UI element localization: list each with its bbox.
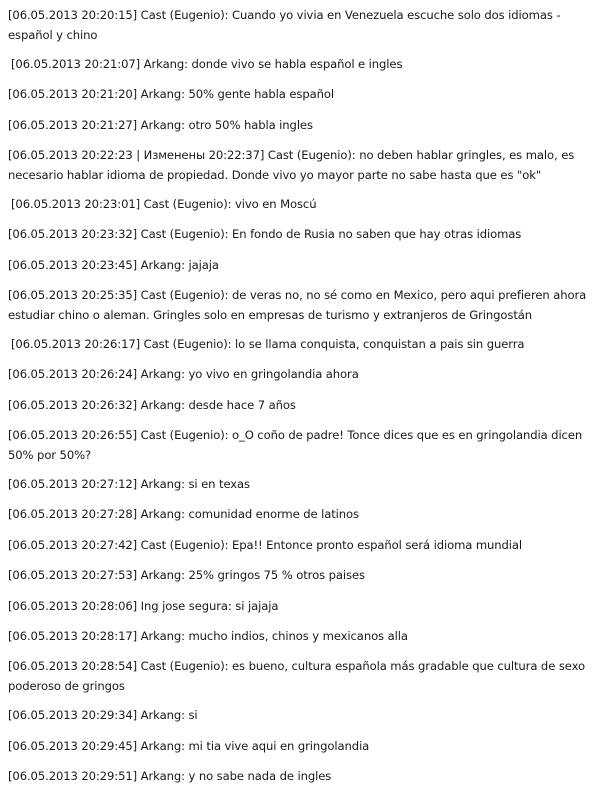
chat-message: [06.05.2013 20:21:27] Arkang: otro 50% habla ingles (8, 118, 313, 132)
chat-message: [06.05.2013 20:23:32] Cast (Eugenio): En fondo de Rusia no saben que hay otras idiomas (8, 227, 522, 241)
chat-message: [06.05.2013 20:25:35] Cast (Eugenio): de veras no, no sé como en Mexico, pero aqui prefieren ahora estudiar chino o aleman. Gringles solo en empresas de turismo y extranjeros de Gringostán (8, 288, 587, 322)
chat-message: [06.05.2013 20:21:20] Arkang: 50% gente habla español (8, 87, 334, 101)
chat-message: [06.05.2013 20:20:15] Cast (Eugenio): Cuando yo vivia en Venezuela escuche solo dos idiomas - español y chino (8, 8, 561, 42)
chat-message: [06.05.2013 20:28:54] Cast (Eugenio): es bueno, cultura española más gradable que cultura de sexo poderoso de gringos (8, 659, 585, 693)
chat-message: [06.05.2013 20:23:01] Cast (Eugenio): vivo en Moscú (11, 197, 317, 211)
chat-message: [06.05.2013 20:27:12] Arkang: si en texas (8, 477, 250, 491)
chat-message: [06.05.2013 20:26:17] Cast (Eugenio): lo se llama conquista, conquistan a pais sin guerra (11, 337, 525, 351)
chat-message: [06.05.2013 20:22:23 | Изменены 20:22:37] Cast (Eugenio): no deben hablar gringles, es malo, es necesario hablar idioma de propiedad. Donde vivo yo mayor parte no sabe hasta que es "ok" (8, 148, 575, 182)
chat-message: [06.05.2013 20:29:51] Arkang: y no sabe nada de ingles (8, 769, 332, 783)
chat-message: [06.05.2013 20:21:07] Arkang: donde vivo se habla español e ingles (11, 57, 403, 71)
chat-message: [06.05.2013 20:26:32] Arkang: desde hace 7 años (8, 398, 296, 412)
chat-message: [06.05.2013 20:23:45] Arkang: jajaja (8, 258, 219, 272)
chat-message: [06.05.2013 20:28:17] Arkang: mucho indios, chinos y mexicanos alla (8, 629, 408, 643)
chat-message: [06.05.2013 20:28:06] Ing jose segura: si jajaja (8, 599, 279, 613)
chat-message: [06.05.2013 20:26:55] Cast (Eugenio): o_O coño de padre! Tonce dices que es en gringolandia dicen 50% por 50%? (8, 428, 583, 462)
chat-message: [06.05.2013 20:27:28] Arkang: comunidad enorme de latinos (8, 507, 359, 521)
chat-message: [06.05.2013 20:26:24] Arkang: yo vivo en gringolandia ahora (8, 367, 359, 381)
chat-message: [06.05.2013 20:27:42] Cast (Eugenio): Epa!! Entonce pronto español será idioma mundial (8, 538, 523, 552)
chat-message: [06.05.2013 20:29:34] Arkang: si (8, 708, 198, 722)
chat-message: [06.05.2013 20:29:45] Arkang: mi tia vive aqui en gringolandia (8, 739, 370, 753)
chat-message: [06.05.2013 20:27:53] Arkang: 25% gringos 75 % otros paises (8, 568, 365, 582)
